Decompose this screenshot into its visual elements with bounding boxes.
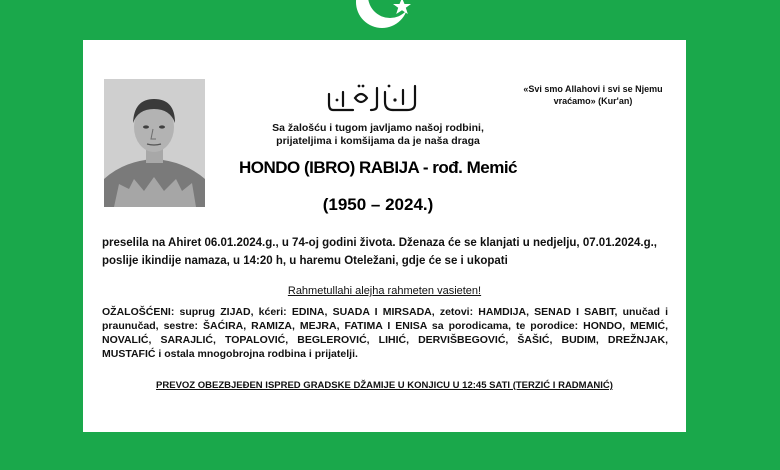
life-years: (1950 – 2024.) — [322, 195, 434, 214]
crescent-star-icon — [350, 0, 430, 32]
portrait-photo — [104, 79, 205, 207]
announcement-intro: Sa žalošću i tugom javljamo našoj rodbini, prijateljima i komšijama da je naša draga — [272, 122, 484, 147]
transport-note: PREVOZ OBEZBJEĐEN ISPRED GRADSKE DŽAMIJE U KONJICU U 12:45 SATI (TERZIĆ I RADMANIĆ) — [156, 380, 613, 391]
prayer-line: Rahmetullahi alejha rahmeten vasieten! — [287, 285, 482, 297]
arabic-calligraphy — [323, 80, 423, 116]
deceased-name: HONDO (IBRO) RABIJA - rođ. Memić — [238, 158, 518, 177]
obituary-card — [83, 40, 686, 432]
quran-quote: «Svi smo Allahovi i svi se Njemu vraćamo» (Kur'an) — [523, 84, 663, 106]
mourners-list: OŽALOŠĆENI: suprug ZIJAD, kćeri: EDINA, SUADA I MIRSADA, zetovi: HAMDIJA, SENAD I SABIT, unučad i praunučad, sestre: ŠAĆIRA, RAMIZA, MEJRA, FATIMA I ENISA sa porodicama, te porodice: HONDO, MEMIĆ, NOVALIĆ, SARAJLIĆ, TOPALOVIĆ, BEGLEROVIĆ, LIHIĆ, DERVIŠBEGOVIĆ, ŠAŠIĆ, BUDIM, DREŽNJAK, MUSTAFIĆ i ostala mnogobrojna rodbina i prijatelji. — [102, 306, 668, 360]
funeral-details: preselila na Ahiret 06.01.2024.g., u 74-oj godini života. Dženaza će se klanjati u nedjelju, 07.01.2024.g., poslije ikindije namaza, u 14:20 h, u haremu Oteležani, gdje će se i ukopati — [102, 237, 657, 267]
